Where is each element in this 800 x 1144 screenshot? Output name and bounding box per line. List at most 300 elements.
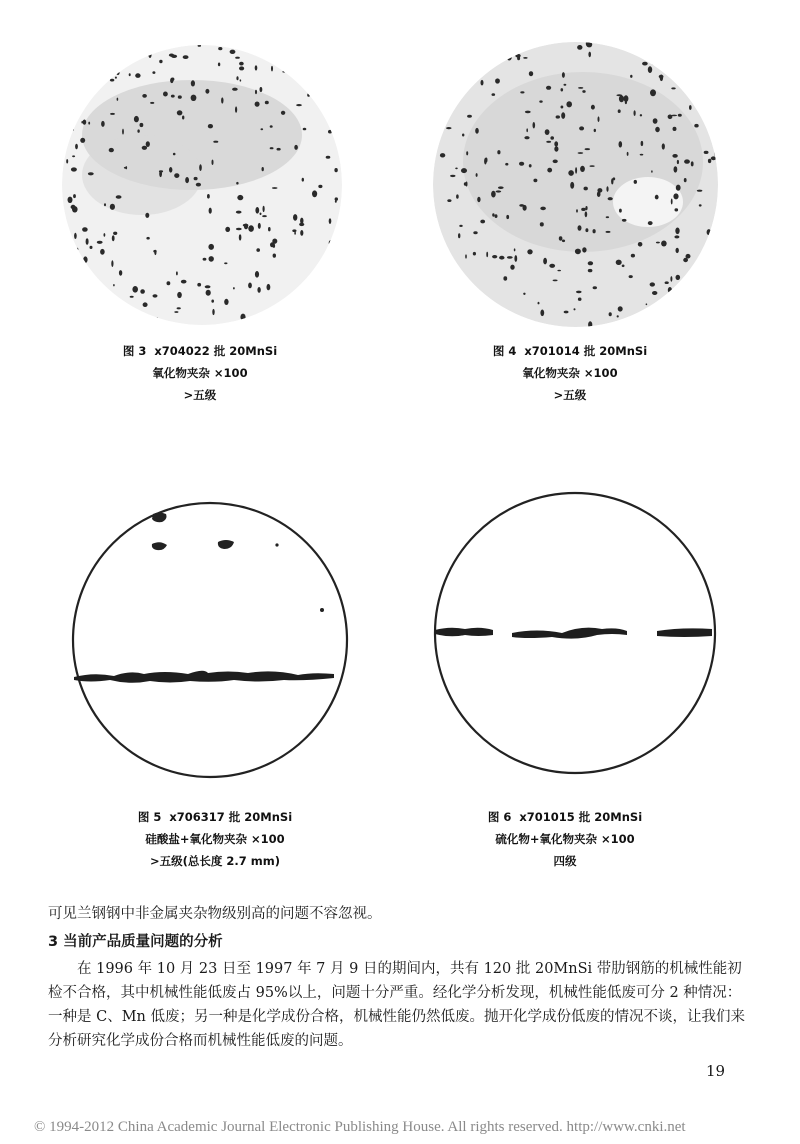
inclusion-speck	[104, 203, 106, 206]
inclusion-speck	[533, 179, 537, 183]
inclusion-speck	[672, 154, 677, 158]
figure-5-label: 图 5	[137, 810, 162, 824]
inclusion-speck	[331, 315, 333, 319]
inclusion-speck	[318, 185, 322, 188]
inclusion-speck	[134, 116, 139, 122]
inclusion-speck	[332, 79, 335, 86]
inclusion-speck	[491, 191, 496, 198]
inclusion-speck	[329, 240, 332, 245]
inclusion-speck	[68, 197, 73, 203]
inclusion-speck	[618, 306, 623, 311]
inclusion-speck	[642, 62, 648, 66]
inclusion-speck	[196, 183, 201, 187]
inclusion-speck	[152, 71, 155, 74]
inclusion-speck	[591, 105, 595, 110]
inclusion-speck	[292, 229, 296, 232]
inclusion-speck	[533, 321, 536, 327]
inclusion-speck	[556, 115, 560, 118]
inclusion-speck	[116, 70, 119, 75]
inclusion-speck	[110, 204, 115, 210]
inclusion-speck	[183, 55, 189, 59]
inclusion-speck	[638, 242, 643, 247]
inclusion-speck	[225, 227, 230, 232]
inclusion-speck	[576, 209, 578, 212]
inclusion-speck	[86, 238, 89, 245]
inclusion-speck	[634, 110, 636, 116]
inclusion-speck	[686, 282, 689, 285]
figure-3-id: x704022 批 20MnSi	[154, 344, 278, 358]
inclusion-speck	[83, 256, 87, 263]
inclusion-speck	[707, 229, 711, 235]
body-paragraph	[48, 957, 748, 1053]
inclusion-speck	[71, 114, 74, 119]
inclusion-speck	[248, 225, 254, 232]
inclusion-speck	[466, 182, 468, 187]
inclusion-speck	[665, 281, 669, 284]
inclusion-speck	[533, 122, 536, 128]
inclusion-speck	[515, 54, 520, 58]
inclusion-speck	[553, 280, 558, 282]
inclusion-speck	[133, 315, 139, 319]
inclusion-speck	[586, 42, 592, 47]
inclusion-speck	[130, 296, 134, 298]
inclusion-speck	[302, 61, 307, 66]
copyright-footer: © 1994-2012 China Academic Journal Electronic Publishing House. All rights reserved. http://www.cnki.net	[34, 1119, 686, 1135]
inclusion-speck	[674, 74, 676, 81]
figure-4-grade: >五级	[553, 388, 587, 402]
inclusion-speck	[433, 71, 435, 73]
inclusion-speck	[305, 297, 307, 302]
inclusion-speck	[329, 218, 332, 224]
inclusion-speck	[433, 141, 435, 143]
inclusion-speck	[677, 290, 680, 292]
inclusion-speck	[580, 166, 585, 172]
inclusion-speck	[562, 240, 565, 243]
inclusion-speck	[255, 271, 259, 278]
intro-sentence: 可见兰钢钢中非金属夹杂物级别高的问题不容忽视。	[48, 906, 382, 922]
inclusion-speck	[606, 186, 608, 192]
inclusion-speck	[236, 211, 242, 214]
inclusion-speck	[224, 299, 228, 305]
inclusion-speck	[283, 54, 285, 61]
inclusion-speck	[146, 237, 149, 240]
inclusion-speck	[684, 178, 687, 182]
inclusion-speck	[71, 205, 76, 209]
inclusion-speck	[258, 223, 261, 229]
inclusion-speck	[75, 47, 80, 50]
inclusion-speck	[143, 302, 148, 307]
inclusion-speck	[79, 80, 82, 83]
page-number: 19	[706, 1062, 726, 1080]
inclusion-speck	[69, 287, 71, 293]
inclusion-speck	[316, 273, 318, 280]
paragraph-text: 在 1996 年 10 月 23 日至 1997 年 7 月 9 日的期间内，共有 120 批 20MnSi 带肋钢筋的机械性能初检不合格，其中机械性能低废占 95%以上，问题十分严重。经化学分析发现，机械性能低废可分 2 种情况：一种是 C、Mn 低废；另一种是化学成份合格，机械性能仍然低废。抛开化学成份低废的情况不谈，让我们来分析研究化学成份合格而机械性能低废的问题。	[48, 961, 745, 1049]
figure-3-grade: >五级	[183, 388, 217, 402]
inclusion-speck	[671, 115, 677, 117]
inclusion-speck	[672, 318, 674, 320]
inclusion-speck	[63, 237, 66, 241]
inclusion-speck	[281, 307, 286, 312]
inclusion-speck	[90, 246, 93, 249]
inclusion-speck	[655, 195, 659, 200]
inclusion-speck	[462, 134, 464, 137]
inclusion-speck	[554, 146, 558, 151]
inclusion-speck	[562, 72, 565, 78]
inclusion-speck	[112, 235, 115, 241]
figure-6-drawing	[432, 490, 718, 776]
inclusion-speck	[495, 214, 498, 218]
inclusion-speck	[674, 166, 678, 172]
figure-4-label: 图 4	[492, 344, 517, 358]
inclusion-speck	[578, 87, 583, 89]
inclusion-speck	[578, 225, 582, 231]
inclusion-speck	[520, 91, 524, 93]
inclusion-speck	[461, 168, 467, 173]
inclusion-speck	[209, 256, 214, 262]
figure-3-caption	[100, 340, 300, 406]
inclusion-speck	[335, 291, 337, 296]
inclusion-speck	[459, 225, 462, 227]
inclusion-speck	[527, 249, 532, 254]
inclusion-speck	[490, 44, 495, 50]
inclusion-speck	[691, 59, 694, 66]
inclusion-speck	[177, 110, 183, 115]
inclusion-speck	[159, 170, 163, 172]
inclusion-speck	[651, 170, 653, 173]
inclusion-speck	[476, 173, 478, 177]
inclusion-speck	[106, 71, 112, 73]
inclusion-speck	[669, 291, 674, 294]
inclusion-speck	[575, 249, 581, 255]
inclusion-speck	[492, 213, 494, 216]
inclusion-speck	[433, 113, 436, 119]
inclusion-speck	[674, 235, 679, 238]
inclusion-speck	[312, 190, 317, 197]
inclusion-speck	[526, 128, 528, 132]
inclusion-speck	[568, 170, 574, 176]
inclusion-speck	[526, 43, 530, 45]
inclusion-speck	[640, 114, 642, 116]
inclusion-speck	[270, 125, 273, 128]
inclusion-speck	[496, 190, 502, 192]
inclusion-speck	[576, 291, 582, 294]
inclusion-speck	[286, 299, 291, 305]
inclusion-speck	[622, 219, 627, 222]
inclusion-speck	[116, 195, 122, 199]
inclusion-speck	[616, 94, 622, 96]
inclusion-speck	[440, 153, 445, 157]
inclusion-speck	[232, 88, 238, 91]
inclusion-speck	[619, 209, 622, 213]
inclusion-speck	[181, 280, 187, 284]
inclusion-speck	[619, 95, 624, 102]
inclusion-speck	[585, 148, 590, 150]
inclusion-speck	[176, 271, 178, 275]
inclusion-speck	[574, 308, 576, 310]
inclusion-speck	[540, 222, 544, 226]
inclusion-speck	[236, 76, 238, 80]
inclusion-speck	[273, 254, 276, 258]
inclusion-speck	[466, 151, 468, 155]
inclusion-speck	[648, 221, 653, 225]
figure-4-id: x701014 批 20MnSi	[524, 344, 648, 358]
inclusion-speck	[124, 167, 127, 169]
figure-5-description: 硅酸盐+氧化物夹杂 ×100	[145, 832, 285, 846]
inclusion-speck	[467, 48, 469, 52]
inclusion-speck	[239, 62, 244, 66]
figure-3-micrograph	[62, 45, 342, 325]
inclusion-speck	[594, 129, 596, 132]
inclusion-speck	[317, 311, 320, 315]
inclusion-speck	[686, 254, 691, 259]
inclusion-speck	[113, 284, 115, 286]
inclusion-speck	[694, 124, 698, 128]
inclusion-speck	[677, 317, 681, 319]
inclusion-speck	[69, 314, 73, 320]
inclusion-speck	[235, 57, 240, 59]
inclusion-speck	[650, 317, 656, 320]
inclusion-speck	[455, 168, 458, 170]
inclusion-speck	[92, 310, 96, 312]
inclusion-speck	[683, 258, 688, 262]
inclusion-speck	[629, 275, 633, 278]
inclusion-speck	[243, 224, 249, 227]
inclusion-speck	[570, 182, 574, 189]
inclusion-speck	[268, 227, 271, 231]
inclusion-speck	[437, 258, 440, 262]
inclusion-speck	[486, 252, 488, 257]
inclusion-speck	[684, 159, 690, 163]
inclusion-speck	[71, 87, 73, 92]
figure-3-description: 氧化物夹杂 ×100	[152, 366, 248, 380]
inclusion-speck	[579, 126, 584, 130]
inclusion-speck	[178, 95, 182, 98]
inclusion-speck	[497, 150, 500, 154]
inclusion-speck	[262, 167, 264, 171]
inclusion-speck	[540, 207, 546, 211]
inclusion-speck	[169, 54, 174, 57]
figure-6-caption	[455, 806, 675, 872]
inclusion-speck	[224, 262, 227, 264]
inclusion-speck	[233, 287, 235, 289]
inclusion-speck	[265, 101, 269, 105]
inclusion-speck	[115, 77, 117, 79]
inclusion-speck	[72, 129, 74, 131]
inclusion-speck	[72, 155, 75, 157]
inclusion-speck	[331, 268, 336, 273]
inclusion-speck	[709, 83, 714, 87]
inclusion-speck	[568, 102, 571, 105]
inclusion-speck	[435, 237, 438, 240]
inclusion-speck	[514, 255, 517, 262]
inclusion-speck	[328, 130, 332, 134]
inclusion-speck	[618, 109, 621, 113]
inclusion-speck	[170, 78, 173, 83]
inclusion-speck	[140, 123, 144, 127]
inclusion-speck	[714, 150, 717, 156]
inclusion-speck	[271, 66, 273, 72]
inclusion-speck	[634, 180, 637, 184]
inclusion-speck	[76, 313, 78, 318]
figure-6-description: 硫化物+氧化物夹杂 ×100	[495, 832, 635, 846]
inclusion-speck	[191, 80, 195, 86]
inclusion-speck	[255, 65, 258, 70]
inclusion-speck	[300, 230, 303, 236]
figure-6-id: x701015 批 20MnSi	[519, 810, 643, 824]
inclusion-speck	[661, 299, 665, 304]
inclusion-speck	[159, 60, 162, 63]
inclusion-speck	[593, 229, 596, 233]
inclusion-speck	[680, 305, 684, 311]
inclusion-speck	[546, 86, 551, 90]
inclusion-speck	[82, 227, 88, 232]
inclusion-speck	[123, 305, 126, 311]
inclusion-speck	[505, 163, 508, 166]
inclusion-speck	[547, 168, 552, 173]
inclusion-speck	[70, 75, 74, 78]
inclusion-speck	[670, 45, 675, 50]
inclusion-speck	[137, 129, 139, 132]
inclusion-speck	[458, 290, 462, 294]
inclusion-speck	[693, 283, 696, 286]
inclusion-speck	[550, 136, 554, 140]
inclusion-speck	[503, 276, 507, 280]
inclusion-speck	[163, 92, 168, 97]
inclusion-speck	[540, 310, 544, 317]
inclusion-speck	[270, 147, 274, 149]
inclusion-speck	[248, 283, 252, 289]
inclusion-speck	[218, 63, 220, 67]
figure-4-caption	[470, 340, 670, 406]
inclusion-speck	[687, 299, 689, 305]
inclusion-speck	[182, 116, 184, 120]
inclusion-speck	[585, 211, 588, 217]
inclusion-speck	[668, 287, 672, 293]
inclusion-speck	[326, 156, 331, 159]
inclusion-speck	[617, 315, 619, 317]
inclusion-speck	[506, 215, 509, 219]
inclusion-speck	[199, 164, 202, 171]
inclusion-speck	[622, 265, 625, 268]
inclusion-speck	[74, 233, 77, 239]
inclusion-speck	[167, 281, 171, 285]
inclusion-speck	[711, 156, 717, 160]
inclusion-speck	[673, 193, 678, 199]
inclusion-speck	[73, 247, 78, 250]
inclusion-speck	[174, 173, 179, 178]
inclusion-speck	[260, 52, 266, 57]
inclusion-speck	[498, 50, 500, 55]
inclusion-speck	[88, 122, 90, 125]
inclusion-speck	[263, 206, 265, 212]
inclusion-speck	[582, 247, 586, 252]
inclusion-speck	[561, 112, 565, 119]
inclusion-speck	[606, 216, 609, 218]
inclusion-speck	[704, 151, 709, 154]
inclusion-speck	[507, 54, 512, 61]
inclusion-speck	[670, 276, 672, 282]
inclusion-speck	[564, 311, 569, 314]
inclusion-speck	[185, 177, 189, 183]
inclusion-speck	[212, 309, 214, 315]
inclusion-speck	[463, 61, 466, 65]
inclusion-speck	[110, 79, 114, 82]
inclusion-speck	[237, 195, 243, 200]
inclusion-speck	[334, 87, 337, 93]
inclusion-speck	[443, 290, 446, 296]
inclusion-speck	[457, 279, 459, 281]
inclusion-speck	[585, 228, 588, 232]
figure-3-label: 图 3	[122, 344, 147, 358]
inclusion-speck	[473, 252, 476, 256]
inclusion-speck	[140, 289, 145, 294]
inclusion-speck	[206, 290, 211, 296]
inclusion-speck	[323, 312, 326, 318]
inclusion-speck	[446, 127, 452, 129]
inclusion-speck	[477, 197, 480, 202]
inclusion-speck	[616, 260, 622, 265]
inclusion-speck	[588, 261, 593, 265]
inclusion-speck	[299, 59, 302, 62]
inclusion-speck	[625, 42, 627, 46]
inclusion-speck	[465, 307, 467, 312]
inclusion-speck	[631, 254, 635, 258]
inclusion-speck	[71, 68, 74, 74]
inclusion-speck	[543, 258, 547, 265]
inclusion-speck	[578, 152, 584, 154]
inclusion-speck	[458, 233, 460, 238]
inclusion-speck	[256, 248, 260, 252]
inclusion-speck	[335, 263, 341, 265]
inclusion-speck	[221, 97, 223, 103]
figure-5-drawing	[70, 500, 350, 780]
inclusion-speck	[80, 281, 84, 285]
inclusion-speck	[335, 200, 337, 203]
inclusion-speck	[148, 51, 151, 58]
inclusion-speck	[676, 275, 681, 280]
inclusion-speck	[467, 115, 472, 118]
inclusion-speck	[584, 187, 588, 191]
inclusion-speck	[459, 295, 462, 302]
inclusion-speck	[538, 302, 540, 305]
inclusion-speck	[260, 87, 263, 92]
figure-6-label: 图 6	[487, 810, 512, 824]
inclusion-speck	[475, 128, 479, 134]
inclusion-speck	[447, 199, 451, 202]
inclusion-speck	[646, 303, 648, 305]
inclusion-speck	[71, 306, 74, 312]
inclusion-speck	[177, 307, 181, 309]
inclusion-speck	[174, 311, 178, 313]
inclusion-speck	[88, 172, 94, 175]
inclusion-speck	[294, 145, 298, 150]
inclusion-speck	[675, 228, 679, 235]
inclusion-speck	[611, 178, 613, 184]
inclusion-speck	[697, 190, 703, 192]
inclusion-speck	[598, 116, 600, 122]
inclusion-speck	[659, 75, 664, 79]
inclusion-speck	[239, 66, 244, 70]
inclusion-speck	[708, 159, 711, 163]
inclusion-speck	[171, 95, 175, 98]
inclusion-speck	[109, 148, 114, 152]
inclusion-speck	[675, 208, 679, 211]
inclusion-speck	[205, 89, 209, 94]
inclusion-speck	[590, 165, 595, 167]
inclusion-speck	[142, 94, 147, 98]
inclusion-speck	[519, 204, 524, 207]
inclusion-speck	[671, 199, 673, 205]
